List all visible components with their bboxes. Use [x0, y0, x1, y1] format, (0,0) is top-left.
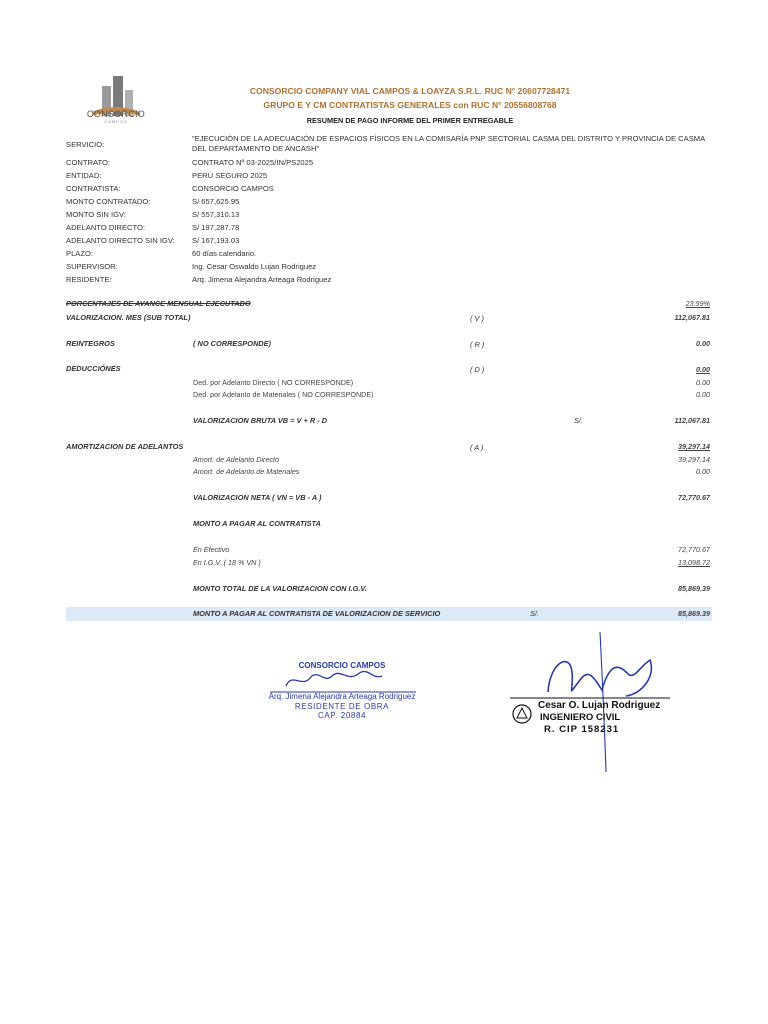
amortizacion-label: AMORTIZACION DE ADELANTOS	[66, 442, 184, 451]
neta-label: VALORIZACION NETA ( VN = VB - A )	[193, 493, 322, 502]
final-sol: S/.	[530, 609, 540, 618]
adelanto-directo-label: ADELANTO DIRECTO:	[66, 223, 146, 232]
efectivo-value: 72,770.67	[678, 545, 710, 554]
ded-adelanto-directo-label: Ded. por Adelanto Directo ( NO CORRESPONDE)	[193, 378, 354, 387]
stamp-supervisor-role: INGENIERO CIVIL	[540, 712, 621, 723]
reintegros-value: 0.00	[696, 339, 710, 348]
deducciones-value: 0.00	[696, 365, 710, 374]
residente-stamp	[262, 658, 422, 724]
entidad-label: ENTIDAD:	[66, 171, 102, 180]
stamp-residente-role: RESIDENTE DE OBRA	[294, 702, 390, 711]
ded-adelanto-directo-value: 0.00	[696, 378, 710, 387]
header-line-2: GRUPO E Y CM CONTRATISTAS GENERALES con RUC N° 20556808768	[263, 100, 557, 110]
ded-adelanto-materiales-label: Ded. por Adelanto de Materiales ( NO CORRESPONDE)	[193, 390, 374, 399]
amortizacion-value: 39,297.14	[678, 442, 710, 451]
monto-pagar-label: MONTO A PAGAR AL CONTRATISTA	[193, 519, 321, 528]
total-label: MONTO TOTAL DE LA VALORIZACION CON I.G.V.	[193, 584, 367, 593]
residente-value: Arq. Jimena Alejandra Arteaga Rodriguez	[192, 275, 332, 284]
servicio-label: SERVICIO:	[66, 140, 105, 149]
valorizacion-mark: ( V )	[470, 314, 484, 323]
plazo-value: 60 días calendario.	[192, 249, 257, 258]
header-line-1: CONSORCIO COMPANY VIAL CAMPOS & LOAYZA S.R.L. RUC N° 20607728471	[249, 86, 571, 96]
reintegros-note: ( NO CORRESPONDE)	[193, 339, 272, 348]
contratista-value: CONSORCIO CAMPOS	[192, 184, 274, 193]
valorizacion-value: 112,067.81	[674, 313, 710, 322]
neta-value: 72,770.67	[678, 493, 710, 502]
bruta-sol: S/.	[574, 416, 584, 425]
valorizacion-label: VALORIZACION. MES (SUB TOTAL)	[66, 313, 191, 322]
final-label: MONTO A PAGAR AL CONTRATISTA DE VALORIZACION DE SERVICIO	[193, 609, 441, 618]
avance-value: 23.59%	[685, 299, 710, 308]
amortizacion-mark: ( A )	[470, 443, 484, 452]
document-title: RESUMEN DE PAGO INFORME DEL PRIMER ENTREGABLE	[306, 116, 514, 125]
adelanto-sin-igv-value: S/ 167,193.03	[192, 236, 240, 245]
entidad-value: PERÚ SEGURO 2025	[192, 171, 268, 180]
monto-contratado-value: S/ 657,625.95	[192, 197, 240, 206]
bruta-label: VALORIZACION BRUTA VB = V + R - D	[193, 416, 328, 425]
ded-adelanto-materiales-value: 0.00	[696, 390, 710, 399]
monto-sin-igv-value: S/ 557,310.13	[192, 210, 240, 219]
logo-subtext: CAMPOS	[104, 119, 128, 124]
reintegros-label: REINTEGROS	[66, 339, 115, 348]
bruta-value: 112,067.81	[674, 416, 710, 425]
monto-contratado-label: MONTO CONTRATADO:	[66, 197, 151, 206]
igv-value: 13,098.72	[678, 558, 710, 567]
stamp-residente-cap: CAP. 20884	[317, 711, 367, 720]
stamp-residente-company: CONSORCIO CAMPOS	[298, 661, 386, 670]
total-value: 85,869.39	[678, 584, 710, 593]
efectivo-label: En Efectivo	[193, 545, 230, 554]
deducciones-mark: ( D )	[470, 365, 485, 374]
reintegros-mark: ( R )	[470, 340, 485, 349]
amort-materiales-value: 0.00	[696, 467, 710, 476]
adelanto-sin-igv-label: ADELANTO DIRECTO SIN IGV:	[66, 236, 175, 245]
logo-text: CONSORCIO	[86, 109, 146, 119]
final-value: 85,869.39	[678, 609, 710, 618]
amort-directo-value: 39,297.14	[678, 455, 710, 464]
contrato-label: CONTRATO:	[66, 158, 111, 167]
deducciones-label: DEDUCCIÓNES	[66, 364, 121, 373]
contratista-label: CONTRATISTA:	[66, 184, 121, 193]
stamp-supervisor-name: Cesar O. Lujan Rodriguez	[538, 700, 661, 711]
contrato-value: CONTRATO Nº 03-2025/IN/PS2025	[192, 158, 314, 167]
supervisor-label: SUPERVISOR:	[66, 262, 118, 271]
adelanto-directo-value: S/ 197,287.78	[192, 223, 240, 232]
amort-directo-label: Amort. de Adelanto Directo	[193, 455, 280, 464]
avance-label: PORCENTAJES DE AVANCE MENSUAL EJECUTADO	[66, 299, 251, 308]
servicio-value: "EJECUCIÓN DE LA ADECUACIÓN DE ESPACIOS FÍSICOS EN LA COMISARÍA PNP SECTORIAL CASMA DEL DISTRITO Y PROVINCIA DE CASMA DEL DEPARTAMENTO DE ANCASH"	[192, 134, 705, 153]
plazo-label: PLAZO:	[66, 249, 94, 258]
stamp-supervisor-cip: R. CIP 158231	[544, 724, 620, 735]
residente-label: RESIDENTE:	[66, 275, 112, 284]
amort-materiales-label: Amort. de Adelanto de Materiales	[193, 467, 300, 476]
supervisor-value: Ing. Cesar Oswaldo Lujan Rodriguez	[192, 262, 317, 271]
stamp-residente-name: Arq. Jimena Alejandra Arteaga Rodriguez	[268, 692, 416, 701]
monto-sin-igv-label: MONTO SIN IGV:	[66, 210, 126, 219]
igv-label: En I.G.V. ( 18 % VN )	[193, 558, 261, 567]
supervisor-stamp	[510, 632, 685, 772]
